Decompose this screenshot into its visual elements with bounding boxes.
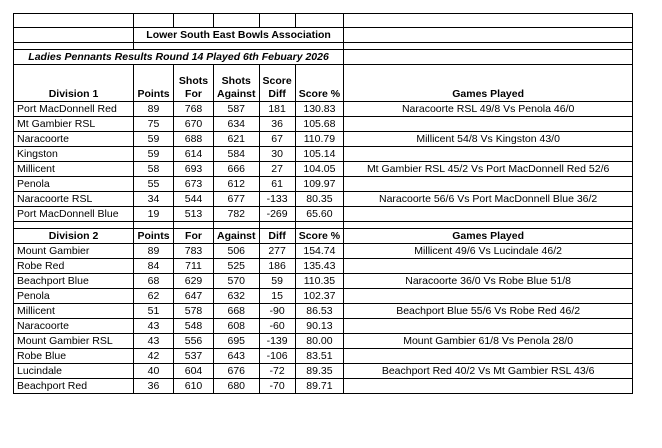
- points-cell: 55: [134, 177, 174, 192]
- score-diff-cell: -90: [259, 304, 295, 319]
- team-name: Mount Gambier RSL: [14, 334, 134, 349]
- team-name: Penola: [14, 177, 134, 192]
- shots-for-cell: 673: [174, 177, 214, 192]
- shots-for-cell: 614: [174, 147, 214, 162]
- score-percent-cell: 130.83: [295, 102, 343, 117]
- div1-for-header: [174, 65, 214, 102]
- team-name: Naracoorte: [14, 319, 134, 334]
- game-result-cell: Naracoorte 56/6 Vs Port MacDonnell Blue 36/2: [344, 192, 633, 207]
- association-title-row: [14, 28, 633, 43]
- game-result-cell: Naracoorte RSL 49/8 Vs Penola 46/0: [344, 102, 633, 117]
- team-name: Mt Gambier RSL: [14, 117, 134, 132]
- shots-against-cell: 506: [214, 244, 260, 259]
- shots-against-cell: 782: [214, 207, 260, 222]
- score-percent-cell: 105.68: [295, 117, 343, 132]
- team-name: Port MacDonnell Red: [14, 102, 134, 117]
- score-percent-cell: 90.13: [295, 319, 343, 334]
- shots-for-cell: 537: [174, 349, 214, 364]
- shots-against-cell: 584: [214, 147, 260, 162]
- table-row: [14, 259, 633, 274]
- shots-for-cell: 544: [174, 192, 214, 207]
- div2-header-row: [14, 229, 633, 244]
- score-diff-cell: 186: [259, 259, 295, 274]
- score-diff-cell: -133: [259, 192, 295, 207]
- shots-against-cell: 695: [214, 334, 260, 349]
- game-result-cell: [344, 379, 633, 394]
- score-percent-cell: 80.35: [295, 192, 343, 207]
- score-diff-cell: -60: [259, 319, 295, 334]
- div1-against-header-line2: Against: [217, 88, 256, 100]
- shots-against-cell: 621: [214, 132, 260, 147]
- game-result-cell: [344, 319, 633, 334]
- points-cell: 19: [134, 207, 174, 222]
- table-row: [14, 364, 633, 379]
- table-row: [14, 274, 633, 289]
- score-diff-cell: 181: [259, 102, 295, 117]
- results-table-body: [14, 14, 633, 394]
- game-result-cell: [344, 207, 633, 222]
- div2-for-header: For: [174, 229, 214, 244]
- shots-against-cell: 666: [214, 162, 260, 177]
- score-percent-cell: 80.00: [295, 334, 343, 349]
- div1-diff-header: [259, 65, 295, 102]
- table-row: [14, 162, 633, 177]
- score-percent-cell: 89.71: [295, 379, 343, 394]
- score-diff-cell: 36: [259, 117, 295, 132]
- game-result-cell: [344, 117, 633, 132]
- points-cell: 68: [134, 274, 174, 289]
- table-row: [14, 244, 633, 259]
- shots-for-cell: 578: [174, 304, 214, 319]
- game-result-cell: Beachport Red 40/2 Vs Mt Gambier RSL 43/6: [344, 364, 633, 379]
- round-subtitle: Ladies Pennants Results Round 14 Played 6th Febuary 2026: [14, 50, 344, 65]
- team-name: Naracoorte: [14, 132, 134, 147]
- blank-row: [14, 14, 633, 28]
- shots-for-cell: 610: [174, 379, 214, 394]
- shots-for-cell: 768: [174, 102, 214, 117]
- shots-for-cell: 783: [174, 244, 214, 259]
- score-diff-cell: 277: [259, 244, 295, 259]
- shots-for-cell: 513: [174, 207, 214, 222]
- div1-diff-header-line2: Diff: [268, 88, 286, 100]
- div2-score-header: Score %: [295, 229, 343, 244]
- score-percent-cell: 105.14: [295, 147, 343, 162]
- team-name: Lucindale: [14, 364, 134, 379]
- points-cell: 43: [134, 334, 174, 349]
- table-row: [14, 289, 633, 304]
- shots-for-cell: 670: [174, 117, 214, 132]
- div1-against-header-line1: Shots: [221, 75, 251, 87]
- results-table: [13, 13, 633, 394]
- div2-games-header: Games Played: [344, 229, 633, 244]
- table-row: [14, 207, 633, 222]
- shots-against-cell: 525: [214, 259, 260, 274]
- div1-points-header: Points: [134, 65, 174, 102]
- score-diff-cell: 61: [259, 177, 295, 192]
- shots-against-cell: 608: [214, 319, 260, 334]
- points-cell: 58: [134, 162, 174, 177]
- table-row: [14, 132, 633, 147]
- score-diff-cell: -139: [259, 334, 295, 349]
- shots-against-cell: 677: [214, 192, 260, 207]
- table-row: [14, 177, 633, 192]
- shots-for-cell: 629: [174, 274, 214, 289]
- team-name: Mount Gambier: [14, 244, 134, 259]
- shots-for-cell: 548: [174, 319, 214, 334]
- shots-against-cell: 570: [214, 274, 260, 289]
- shots-against-cell: 587: [214, 102, 260, 117]
- points-cell: 43: [134, 319, 174, 334]
- shots-for-cell: 604: [174, 364, 214, 379]
- points-cell: 62: [134, 289, 174, 304]
- div1-games-header: Games Played: [344, 65, 633, 102]
- team-name: Millicent: [14, 304, 134, 319]
- shots-for-cell: 711: [174, 259, 214, 274]
- team-name: Robe Red: [14, 259, 134, 274]
- score-diff-cell: -269: [259, 207, 295, 222]
- shots-against-cell: 680: [214, 379, 260, 394]
- score-diff-cell: 15: [259, 289, 295, 304]
- points-cell: 59: [134, 132, 174, 147]
- team-name: Port MacDonnell Blue: [14, 207, 134, 222]
- score-diff-cell: -72: [259, 364, 295, 379]
- div1-for-header-line1: Shots: [178, 75, 209, 87]
- div1-diff-header-line1: Score: [262, 75, 292, 87]
- table-row: [14, 379, 633, 394]
- div2-points-header: Points: [134, 229, 174, 244]
- points-cell: 89: [134, 244, 174, 259]
- team-name: Naracoorte RSL: [14, 192, 134, 207]
- score-diff-cell: 59: [259, 274, 295, 289]
- shots-for-cell: 647: [174, 289, 214, 304]
- points-cell: 42: [134, 349, 174, 364]
- points-cell: 36: [134, 379, 174, 394]
- table-row: [14, 319, 633, 334]
- shots-against-cell: 668: [214, 304, 260, 319]
- game-result-cell: Beachport Blue 55/6 Vs Robe Red 46/2: [344, 304, 633, 319]
- score-percent-cell: 102.37: [295, 289, 343, 304]
- div1-score-header: Score %: [295, 65, 343, 102]
- game-result-cell: Millicent 49/6 Vs Lucindale 46/2: [344, 244, 633, 259]
- table-row: [14, 102, 633, 117]
- team-name: Beachport Blue: [14, 274, 134, 289]
- game-result-cell: [344, 259, 633, 274]
- points-cell: 34: [134, 192, 174, 207]
- game-result-cell: [344, 289, 633, 304]
- score-diff-cell: 27: [259, 162, 295, 177]
- team-name: Beachport Red: [14, 379, 134, 394]
- shots-for-cell: 556: [174, 334, 214, 349]
- team-name: Millicent: [14, 162, 134, 177]
- shots-for-cell: 688: [174, 132, 214, 147]
- div2-against-header: Against: [214, 229, 260, 244]
- div1-for-header-line2: For: [185, 88, 202, 100]
- score-diff-cell: 67: [259, 132, 295, 147]
- team-name: Kingston: [14, 147, 134, 162]
- game-result-cell: Naracoorte 36/0 Vs Robe Blue 51/8: [344, 274, 633, 289]
- points-cell: 75: [134, 117, 174, 132]
- points-cell: 89: [134, 102, 174, 117]
- association-title: Lower South East Bowls Association: [134, 28, 344, 43]
- game-result-cell: [344, 147, 633, 162]
- points-cell: 59: [134, 147, 174, 162]
- div1-header-row: [14, 65, 633, 102]
- shots-against-cell: 612: [214, 177, 260, 192]
- div2-diff-header: Diff: [259, 229, 295, 244]
- table-row: [14, 192, 633, 207]
- shots-against-cell: 643: [214, 349, 260, 364]
- table-row: [14, 334, 633, 349]
- score-diff-cell: -70: [259, 379, 295, 394]
- score-percent-cell: 104.05: [295, 162, 343, 177]
- div1-against-header: [214, 65, 260, 102]
- spacer-row: [14, 222, 633, 229]
- subtitle-row: [14, 50, 633, 65]
- team-name: Penola: [14, 289, 134, 304]
- score-percent-cell: 110.35: [295, 274, 343, 289]
- points-cell: 51: [134, 304, 174, 319]
- game-result-cell: Millicent 54/8 Vs Kingston 43/0: [344, 132, 633, 147]
- shots-against-cell: 634: [214, 117, 260, 132]
- score-percent-cell: 86.53: [295, 304, 343, 319]
- game-result-cell: [344, 177, 633, 192]
- game-result-cell: Mount Gambier 61/8 Vs Penola 28/0: [344, 334, 633, 349]
- score-diff-cell: 30: [259, 147, 295, 162]
- spacer-row: [14, 43, 633, 50]
- points-cell: 84: [134, 259, 174, 274]
- table-row: [14, 349, 633, 364]
- game-result-cell: [344, 349, 633, 364]
- table-row: [14, 147, 633, 162]
- score-percent-cell: 89.35: [295, 364, 343, 379]
- shots-against-cell: 676: [214, 364, 260, 379]
- score-diff-cell: -106: [259, 349, 295, 364]
- div1-title: Division 1: [14, 65, 134, 102]
- score-percent-cell: 65.60: [295, 207, 343, 222]
- game-result-cell: Mt Gambier RSL 45/2 Vs Port MacDonnell Red 52/6: [344, 162, 633, 177]
- shots-against-cell: 632: [214, 289, 260, 304]
- score-percent-cell: 109.97: [295, 177, 343, 192]
- points-cell: 40: [134, 364, 174, 379]
- team-name: Robe Blue: [14, 349, 134, 364]
- div2-title: Division 2: [14, 229, 134, 244]
- score-percent-cell: 154.74: [295, 244, 343, 259]
- table-row: [14, 117, 633, 132]
- score-percent-cell: 110.79: [295, 132, 343, 147]
- score-percent-cell: 83.51: [295, 349, 343, 364]
- score-percent-cell: 135.43: [295, 259, 343, 274]
- table-row: [14, 304, 633, 319]
- shots-for-cell: 693: [174, 162, 214, 177]
